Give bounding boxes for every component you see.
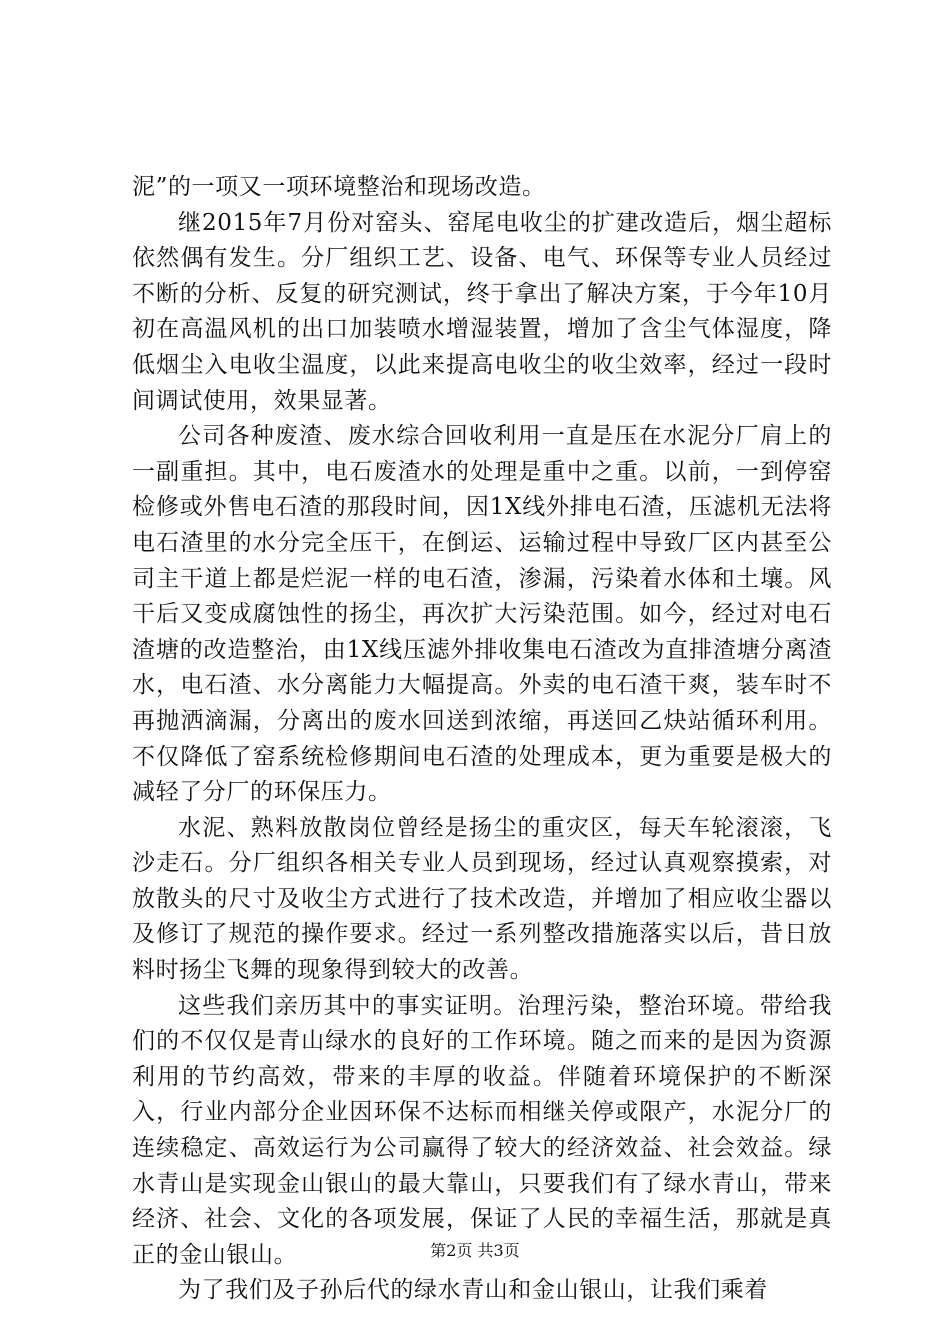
paragraph-release-station: 水泥、熟料放散岗位曾经是扬尘的重灾区，每天车轮滚滚，飞沙走石。分厂组织各相关专业人员到现场，经过认真观察摸索，对放散头的尺寸及收尘方式进行了技术改造，并增加了相应收尘器以及修订了规范的操作要求。经过一系列整改措施落实以后，昔日放料时扬尘飞舞的现象得到较大的改善。 xyxy=(132,814,832,984)
page-footer xyxy=(0,1240,950,1262)
paragraph-closing: 为了我们及子孙后代的绿水青山和金山银山，让我们乘着 xyxy=(178,1277,768,1304)
paragraph-continuation: 泥”的一项又一项环境整治和现场改造。 xyxy=(132,174,546,200)
paragraph-waste-recycling: 公司各种废渣、废水综合回收利用一直是压在水泥分厂肩上的一副重担。其中，电石废渣水的处理是重中之重。以前，一到停窑检修或外售电石渣的那段时间，因1X线外排电石渣，压滤机无法将电石渣里的水分完全压干，在倒运、运输过程中导致厂区内甚至公司主干道上都是烂泥一样的电石渣，渗漏，污染着水体和土壤。风干后又变成腐蚀性的扬尘，再次扩大污染范围。如今，经过对电石渣塘的改造整治，由1X线压滤外排收集电石渣改为直排渣塘分离渣水，电石渣、水分离能力大幅提高。外卖的电石渣干爽，装车时不再抛洒滴漏，分离出的废水回送到浓缩，再送回乙炔站循环利用。不仅降低了窑系统检修期间电石渣的处理成本，更为重要是极大的减轻了分厂的环保压力。 xyxy=(132,423,832,806)
paragraph-dust-collector: 继2015年7月份对窑头、窑尾电收尘的扩建改造后，烟尘超标依然偶有发生。分厂组织工艺、设备、电气、环保等专业人员经过不断的分析、反复的研究测试，终于拿出了解决方案，于今年10月初在高温风机的出口加装喷水增湿装置，增加了含尘气体湿度，降低烟尘入电收尘温度，以此来提高电收尘的收尘效率，经过一段时间调试使用，效果显著。 xyxy=(132,209,832,414)
page-number-label: 第2页 共3页 xyxy=(430,1241,520,1260)
paragraph-benefits: 这些我们亲历其中的事实证明。治理污染，整治环境。带给我们的不仅仅是青山绿水的良好的工作环境。随之而来的是因为资源利用的节约高效，带来的丰厚的收益。伴随着环境保护的不断深入，行业内部分企业因环保不达标而相继关停或限产，水泥分厂的连续稳定、高效运行为公司赢得了较大的经济效益、社会效益。绿水青山是实现金山银山的最大靠山，只要我们有了绿水青山，带来经济、社会、文化的各项发展，保证了人民的幸福生活，那就是真正的金山银山。 xyxy=(132,992,832,1268)
document-body xyxy=(132,170,832,1309)
